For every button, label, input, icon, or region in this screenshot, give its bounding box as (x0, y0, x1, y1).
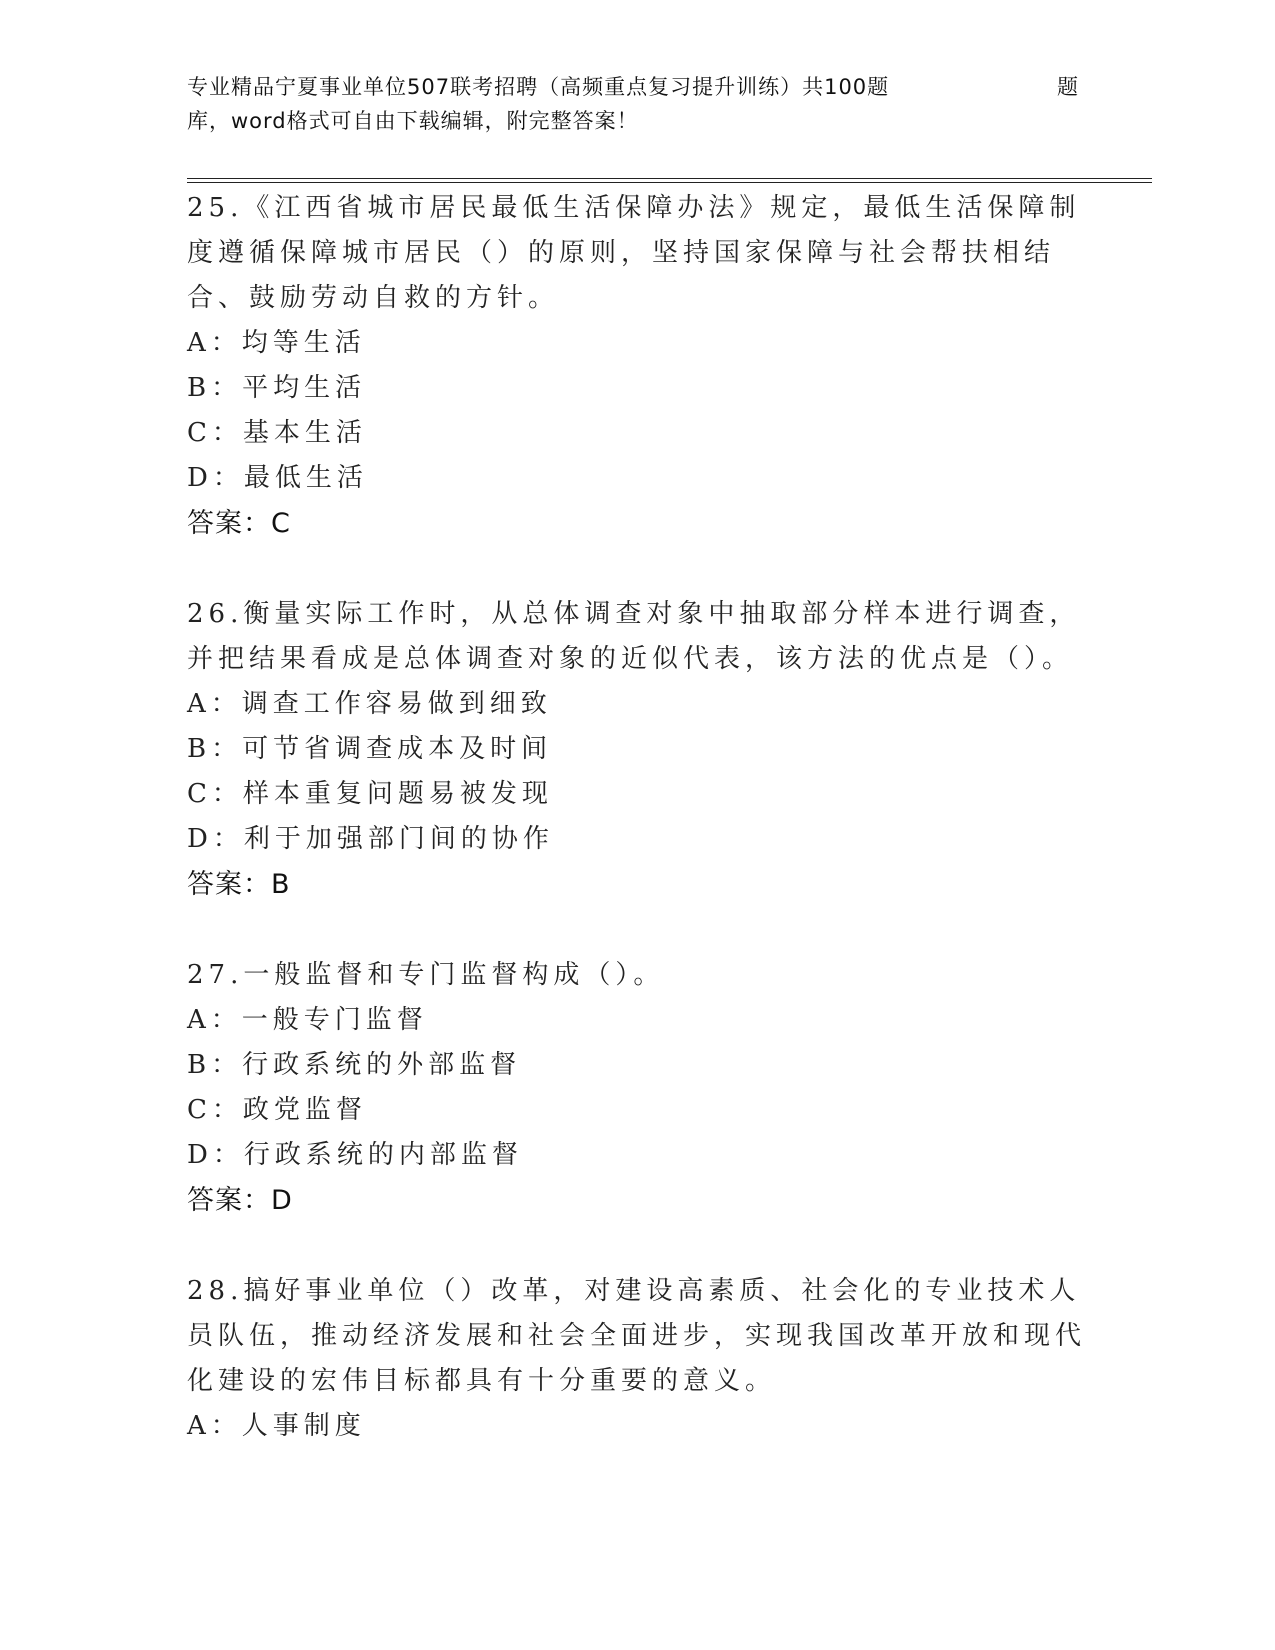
question-26 (187, 592, 1087, 907)
header-title-tail: 题 (1057, 75, 1079, 99)
option-b: B：行政系统的外部监督 (187, 1050, 522, 1080)
spacer (187, 907, 1087, 953)
question-27 (187, 953, 1087, 1223)
option-b: B：可节省调查成本及时间 (187, 734, 553, 764)
option-c: C：基本生活 (187, 418, 367, 448)
option-a: A：一般专门监督 (187, 1005, 428, 1035)
question-text: 28.搞好事业单位（）改革，对建设高素质、社会化的专业技术人员队伍，推动经济发展和社会全面进步，实现我国改革开放和现代化建设的宏伟目标都具有十分重要的意义。 (187, 1276, 1087, 1396)
document-header (187, 70, 1087, 138)
answer: 答案：D (187, 1185, 293, 1216)
option-d: D：行政系统的内部监督 (187, 1140, 523, 1170)
header-rule-top (187, 178, 1152, 179)
spacer (187, 546, 1087, 592)
header-rule-bottom (187, 182, 1152, 183)
question-list (187, 186, 1087, 1449)
question-28 (187, 1269, 1087, 1449)
option-b: B：平均生活 (187, 373, 367, 403)
header-line-1 (187, 70, 1087, 104)
question-25 (187, 186, 1087, 546)
question-text: 26.衡量实际工作时，从总体调查对象中抽取部分样本进行调查，并把结果看成是总体调查对象的近似代表，该方法的优点是（）。 (187, 599, 1081, 674)
spacer (187, 1223, 1087, 1269)
option-d: D：最低生活 (187, 463, 368, 493)
header-title: 专业精品宁夏事业单位507联考招聘（高频重点复习提升训练）共100题 (187, 75, 890, 99)
option-a: A：调查工作容易做到细致 (187, 689, 552, 719)
answer: 答案：C (187, 508, 291, 539)
option-d: D：利于加强部门间的协作 (187, 824, 554, 854)
question-text: 25.《江西省城市居民最低生活保障办法》规定，最低生活保障制度遵循保障城市居民（）的原则，坚持国家保障与社会帮扶相结合、鼓励劳动自救的方针。 (187, 193, 1081, 313)
option-c: C：样本重复问题易被发现 (187, 779, 553, 809)
option-a: A：均等生活 (187, 328, 366, 358)
question-text: 27.一般监督和专门监督构成（）。 (187, 960, 665, 990)
answer: 答案：B (187, 869, 291, 900)
header-line-2: 库，word格式可自由下载编辑，附完整答案！ (187, 109, 639, 133)
option-a: A：人事制度 (187, 1411, 366, 1441)
option-c: C：政党监督 (187, 1095, 367, 1125)
